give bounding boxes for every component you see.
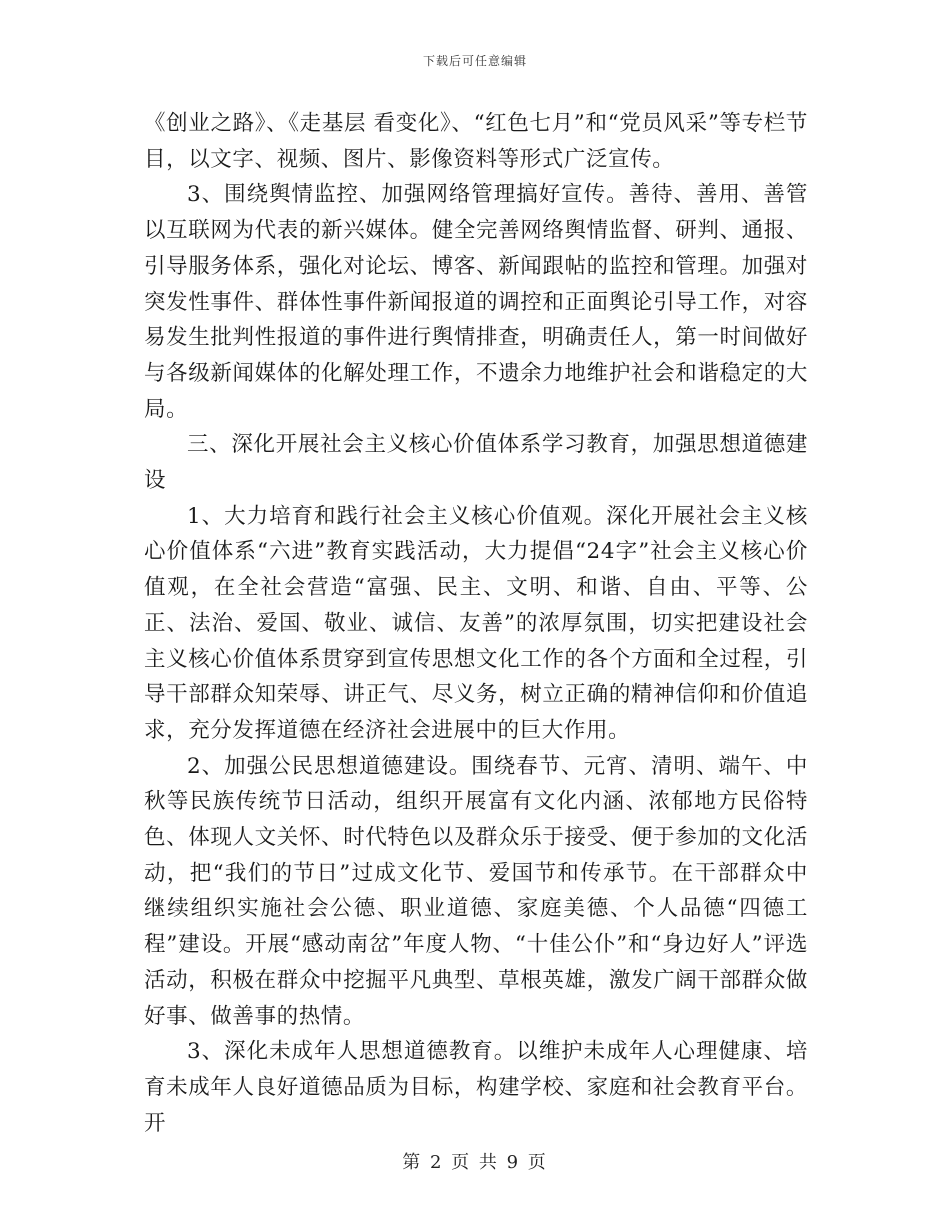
page-header: 下载后可任意编辑 bbox=[422, 54, 527, 68]
paragraph-5: 3、深化未成年人思想道德教育。以维护未成年人心理健康、培育未成年人良好道德品质为目标，构建学校、家庭和社会教育平台。开 bbox=[144, 1039, 808, 1136]
page-number: 第 2 页 共 9 页 bbox=[402, 1152, 548, 1173]
paragraph-2: 3、围绕舆情监控、加强网络管理搞好宣传。善待、善用、善管以互联网为代表的新兴媒体。健全完善网络舆情监督、研判、通报、引导服务体系，强化对论坛、博客、新闻跟帖的监控和管理。加强对突发性事件、群体性事件新闻报道的调控和正面舆论引导工作，对容易发生批判性报道的事件进行舆情排查，明确责任人，第一时间做好与各级新闻媒体的化解处理工作，不遗余力地维护社会和谐稳定的大局。 bbox=[144, 182, 808, 422]
paragraph-1: 《创业之路》、《走基层 看变化》、“红色七月”和“党员风采”等专栏节目，以文字、视频、图片、影像资料等形式广泛宣传。 bbox=[144, 111, 808, 172]
section-heading: 三、深化开展社会主义核心价值体系学习教育，加强思想道德建设 bbox=[144, 432, 808, 494]
paragraph-3: 1、大力培育和践行社会主义核心价值观。深化开展社会主义核心价值体系“六进”教育实践活动，大力提倡“24字”社会主义核心价值观，在全社会营造“富强、民主、文明、和谐、自由、平等、公正、法治、爱国、敬业、诚信、友善”的浓厚氛围，切实把建设社会主义核心价值体系贯穿到宣传思想文化工作的各个方面和全过程，引导干部群众知荣辱、讲正气、尽义务，树立正确的精神信仰和价值追求，充分发挥道德在经济社会进展中的巨大作用。 bbox=[144, 503, 808, 743]
paragraph-4: 2、加强公民思想道德建设。围绕春节、元宵、清明、端午、中秋等民族传统节日活动，组织开展富有文化内涵、浓郁地方民俗特色、体现人文关怀、时代特色以及群众乐于接受、便于参加的文化活动，把“我们的节日”过成文化节、爱国节和传承节。在干部群众中继续组织实施社会公德、职业道德、家庭美德、个人品德“四德工程”建设。开展“感动南岔”年度人物、“十佳公仆”和“身边好人”评选活动，积极在群众中挖掘平凡典型、草根英雄，激发广阔干部群众做好事、做善事的热情。 bbox=[144, 753, 808, 1029]
document-body bbox=[144, 106, 808, 1141]
